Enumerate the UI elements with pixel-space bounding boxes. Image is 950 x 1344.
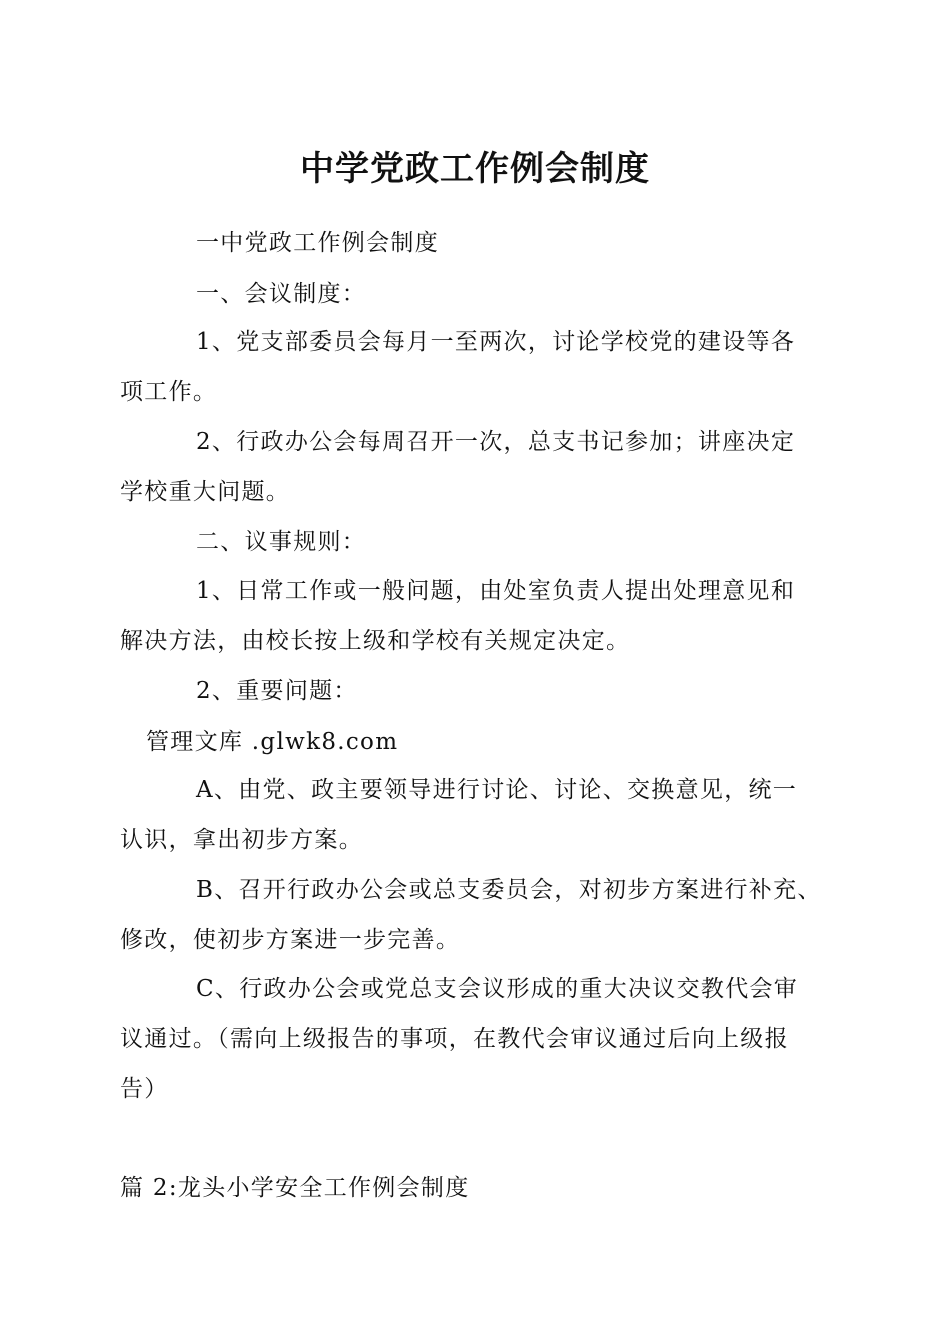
watermark-line: 管理文库 .glwk8.com <box>146 729 399 755</box>
paragraph-line: 1、党支部委员会每月一至两次，讨论学校党的建设等各 <box>196 329 796 355</box>
paragraph-line: 1、日常工作或一般问题，由处室负责人提出处理意见和 <box>196 578 796 604</box>
paragraph-line: 学校重大问题。 <box>120 479 291 505</box>
paragraph-line: 项工作。 <box>120 379 218 405</box>
paragraph-line: 一中党政工作例会制度 <box>196 230 439 256</box>
paragraph-line: 解决方法，由校长按上级和学校有关规定决定。 <box>120 628 631 654</box>
paragraph-line: B、召开行政办公会或总支委员会，对初步方案进行补充、 <box>196 877 822 903</box>
paragraph-line: A、由党、政主要领导进行讨论、讨论、交换意见，统一 <box>196 777 798 803</box>
section-heading: 二、议事规则： <box>196 529 367 555</box>
paragraph-line: 认识，拿出初步方案。 <box>120 827 363 853</box>
paragraph-line: 修改，使初步方案进一步完善。 <box>120 927 461 953</box>
paragraph-line: 2、行政办公会每周召开一次，总支书记参加；讲座决定 <box>196 429 796 455</box>
paragraph-line: 告） <box>120 1076 169 1102</box>
paragraph-line: 议通过。（需向上级报告的事项，在教代会审议通过后向上级报 <box>120 1026 789 1052</box>
section-heading: 一、会议制度： <box>196 281 367 307</box>
document-title: 中学党政工作例会制度 <box>300 149 650 189</box>
paragraph-line: 2、重要问题： <box>196 678 358 704</box>
paragraph-line: C、行政办公会或党总支会议形成的重大决议交教代会审 <box>196 976 799 1002</box>
next-article-heading: 篇 2:龙头小学安全工作例会制度 <box>120 1175 470 1201</box>
